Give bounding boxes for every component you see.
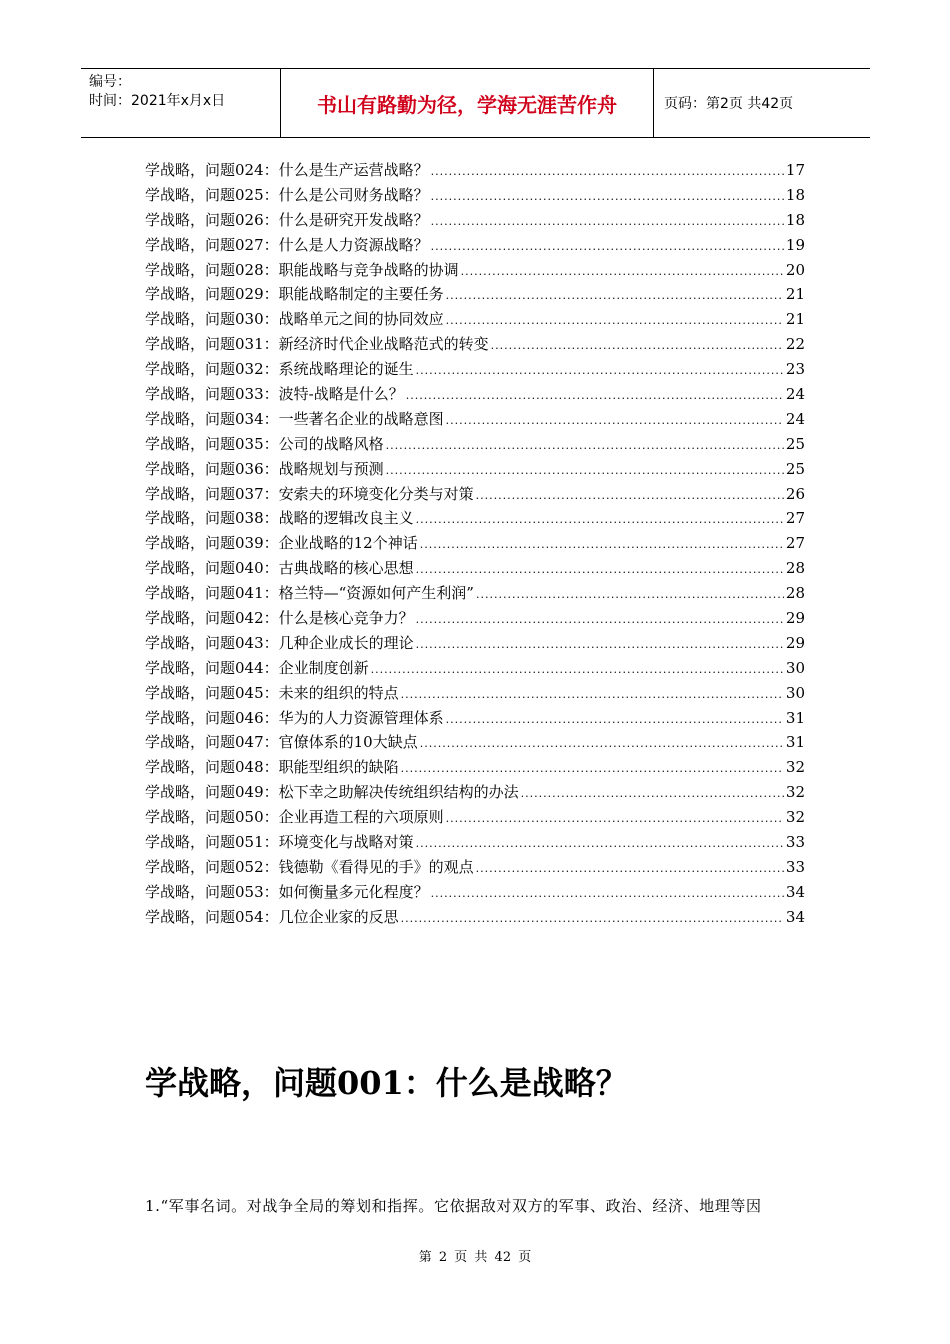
toc-entry-page: 31 [785, 708, 805, 727]
toc-entry-title: 学战略，问题026：什么是研究开发战略？ [145, 210, 429, 229]
toc-entry-title: 学战略，问题047：官僚体系的10大缺点 [145, 733, 418, 752]
toc-entry-page: 29 [785, 633, 805, 652]
toc-dot-leader [386, 464, 784, 477]
number-label: 编号： [89, 74, 131, 90]
toc-entry-page: 17 [785, 161, 805, 179]
toc-entry[interactable] [145, 881, 805, 906]
toc-entry-title: 学战略，问题035：公司的战略风格 [145, 434, 384, 453]
toc-entry-title: 学战略，问题037：安索夫的环境变化分类与对策 [145, 484, 474, 503]
toc-entry-page: 33 [785, 833, 805, 852]
toc-entry-page: 32 [785, 758, 805, 777]
time-label: 时间：2021年x月x日 [89, 93, 226, 109]
toc-entry-title: 学战略，问题046：华为的人力资源管理体系 [145, 708, 444, 727]
toc-entry-page: 21 [785, 285, 805, 304]
toc-entry-page: 31 [785, 733, 805, 752]
toc-dot-leader [406, 389, 784, 402]
toc-entry-title: 学战略，问题036：战略规划与预测 [145, 459, 384, 478]
toc-entry-page: 24 [785, 409, 805, 428]
toc-entry-title: 学战略，问题042：什么是核心竞争力？ [145, 609, 414, 628]
header-meta [81, 69, 281, 137]
toc-dot-leader [446, 812, 784, 825]
toc-entry-page: 18 [785, 185, 805, 204]
toc-dot-leader [476, 489, 784, 502]
toc-entry-page: 28 [785, 584, 805, 603]
toc-entry[interactable] [145, 557, 805, 582]
toc-entry-title: 学战略，问题048：职能型组织的缺陷 [145, 758, 399, 777]
toc-entry[interactable] [145, 358, 805, 383]
toc-dot-leader [416, 563, 784, 576]
toc-dot-leader [446, 414, 784, 427]
toc-dot-leader [446, 289, 784, 302]
page-footer: 第 2 页 共 42 页 [418, 1250, 532, 1265]
toc-entry-title: 学战略，问题028：职能战略与竞争战略的协调 [145, 260, 459, 279]
toc-entry-page: 25 [785, 459, 805, 478]
toc-entry-page: 34 [785, 907, 805, 926]
toc-dot-leader [416, 364, 784, 377]
toc-entry[interactable] [145, 657, 805, 682]
table-of-contents [145, 159, 805, 931]
toc-dot-leader [420, 538, 784, 551]
toc-entry-title: 学战略，问题051：环境变化与战略对策 [145, 833, 414, 852]
toc-entry-title: 学战略，问题043：几种企业成长的理论 [145, 633, 414, 652]
toc-entry[interactable] [145, 483, 805, 508]
toc-entry-page: 23 [785, 360, 805, 379]
toc-entry-title: 学战略，问题044：企业制度创新 [145, 658, 369, 677]
toc-dot-leader [431, 887, 784, 900]
toc-entry-page: 24 [785, 385, 805, 404]
toc-dot-leader [476, 862, 784, 875]
toc-entry-page: 27 [785, 509, 805, 528]
toc-entry-page: 32 [785, 808, 805, 827]
toc-entry[interactable] [145, 806, 805, 831]
toc-entry-page: 27 [785, 534, 805, 553]
toc-entry[interactable] [145, 906, 805, 931]
toc-entry[interactable] [145, 781, 805, 806]
toc-entry-page: 21 [785, 310, 805, 329]
toc-entry-page: 18 [785, 210, 805, 229]
toc-dot-leader [416, 613, 784, 626]
toc-entry[interactable] [145, 383, 805, 408]
header-page-info: 页码：第2页 共42页 [664, 96, 794, 112]
toc-entry[interactable] [145, 607, 805, 632]
toc-entry[interactable] [145, 682, 805, 707]
toc-entry-page: 32 [785, 783, 805, 802]
toc-dot-leader [416, 837, 784, 850]
toc-dot-leader [461, 265, 784, 278]
toc-entry-title: 学战略，问题050：企业再造工程的六项原则 [145, 808, 444, 827]
toc-entry[interactable] [145, 458, 805, 483]
toc-dot-leader [386, 439, 784, 452]
toc-entry[interactable] [145, 159, 805, 184]
toc-entry[interactable] [145, 856, 805, 881]
toc-entry-title: 学战略，问题052：钱德勒《看得见的手》的观点 [145, 857, 474, 876]
toc-entry[interactable] [145, 184, 805, 209]
toc-entry-title: 学战略，问题029：职能战略制定的主要任务 [145, 285, 444, 304]
toc-entry[interactable] [145, 259, 805, 284]
toc-dot-leader [431, 190, 784, 203]
toc-entry-title: 学战略，问题049：松下幸之助解决传统组织结构的办法 [145, 783, 519, 802]
toc-entry[interactable] [145, 582, 805, 607]
toc-dot-leader [491, 339, 784, 352]
page-header [81, 68, 870, 138]
toc-entry-title: 学战略，问题053：如何衡量多元化程度？ [145, 882, 429, 901]
toc-dot-leader [416, 513, 784, 526]
toc-entry-page: 20 [785, 260, 805, 279]
toc-dot-leader [476, 588, 784, 601]
toc-entry[interactable] [145, 756, 805, 781]
toc-entry[interactable] [145, 308, 805, 333]
toc-entry-page: 30 [785, 683, 805, 702]
toc-entry[interactable] [145, 433, 805, 458]
toc-entry-page: 33 [785, 857, 805, 876]
toc-entry[interactable] [145, 408, 805, 433]
toc-entry-title: 学战略，问题038：战略的逻辑改良主义 [145, 509, 414, 528]
toc-dot-leader [446, 713, 784, 726]
toc-entry[interactable] [145, 731, 805, 756]
toc-entry-title: 学战略，问题045：未来的组织的特点 [145, 683, 399, 702]
toc-entry[interactable] [145, 283, 805, 308]
toc-entry[interactable] [145, 532, 805, 557]
toc-entry-title: 学战略，问题054：几位企业家的反思 [145, 907, 399, 926]
toc-entry-title: 学战略，问题033：波特-战略是什么？ [145, 385, 404, 404]
toc-dot-leader [416, 638, 784, 651]
toc-entry-page: 22 [785, 335, 805, 354]
toc-entry-page: 30 [785, 658, 805, 677]
toc-entry[interactable] [145, 831, 805, 856]
toc-dot-leader [371, 663, 784, 676]
toc-entry[interactable] [145, 632, 805, 657]
toc-entry-title: 学战略，问题024：什么是生产运营战略？ [145, 161, 429, 179]
toc-dot-leader [431, 215, 784, 228]
toc-entry-title: 学战略，问题034：一些著名企业的战略意图 [145, 409, 444, 428]
toc-dot-leader [521, 787, 784, 800]
toc-dot-leader [401, 688, 784, 701]
toc-entry[interactable] [145, 507, 805, 532]
toc-entry-page: 25 [785, 434, 805, 453]
toc-entry[interactable] [145, 234, 805, 259]
toc-entry[interactable] [145, 707, 805, 732]
toc-entry-title: 学战略，问题025：什么是公司财务战略？ [145, 185, 429, 204]
section-heading: 学战略，问题001：什么是战略？ [145, 1064, 628, 1102]
toc-dot-leader [401, 762, 784, 775]
toc-entry-page: 28 [785, 559, 805, 578]
header-motto: 书山有路勤为径，学海无涯苦作舟 [281, 69, 654, 137]
body-paragraph: 1.“军事名词。对战争全局的筹划和指挥。它依据敌对双方的军事、政治、经济、地理等因 [145, 1197, 762, 1215]
toc-dot-leader [431, 240, 784, 253]
toc-entry-page: 19 [785, 235, 805, 254]
toc-entry-title: 学战略，问题032：系统战略理论的诞生 [145, 360, 414, 379]
toc-entry-title: 学战略，问题041：格兰特—“资源如何产生利润” [145, 584, 474, 603]
toc-entry[interactable] [145, 209, 805, 234]
toc-entry-title: 学战略，问题040：古典战略的核心思想 [145, 559, 414, 578]
toc-dot-leader [401, 912, 784, 925]
toc-dot-leader [420, 737, 784, 750]
toc-entry-page: 34 [785, 882, 805, 901]
toc-entry-title: 学战略，问题027：什么是人力资源战略？ [145, 235, 429, 254]
toc-entry-title: 学战略，问题030：战略单元之间的协同效应 [145, 310, 444, 329]
toc-entry-title: 学战略，问题039：企业战略的12个神话 [145, 534, 418, 553]
toc-dot-leader [431, 165, 784, 178]
toc-entry-title: 学战略，问题031：新经济时代企业战略范式的转变 [145, 335, 489, 354]
toc-dot-leader [446, 314, 784, 327]
toc-entry-page: 29 [785, 609, 805, 628]
toc-entry-page: 26 [785, 484, 805, 503]
toc-entry[interactable] [145, 333, 805, 358]
